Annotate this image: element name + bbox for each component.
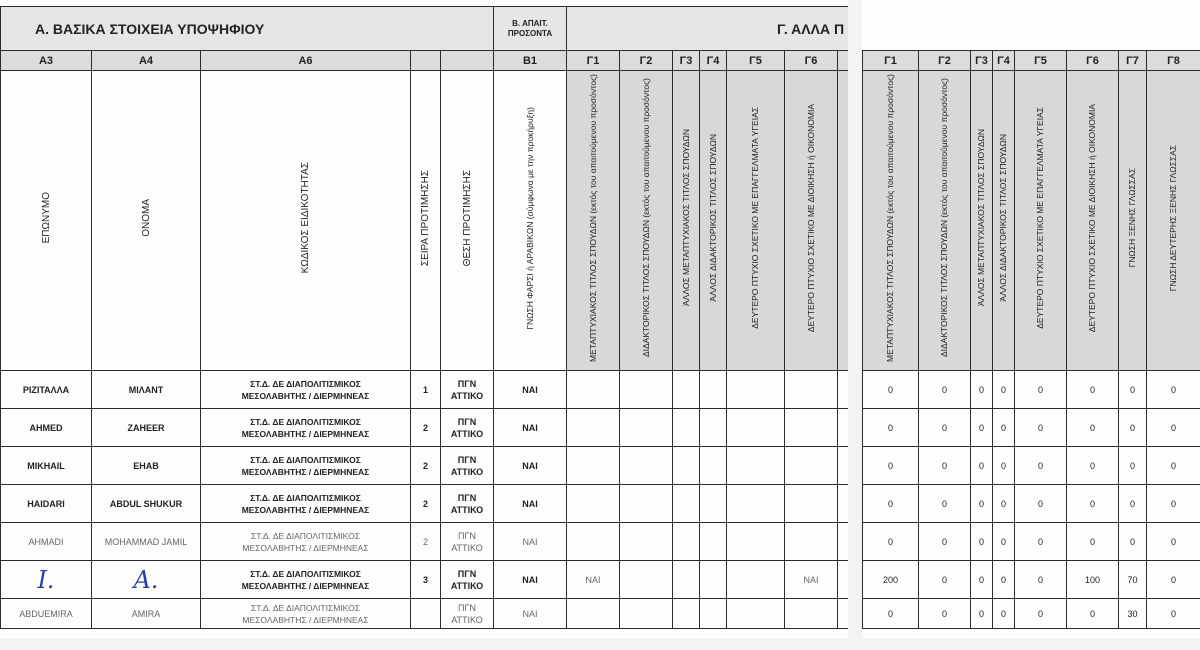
preference-position-cell [441,523,494,561]
table-row [1,371,849,409]
g1-cell [567,599,620,629]
position-line-2: ΑΤΤΙΚΟ [450,428,484,439]
g2-cell [620,599,673,629]
specialty-cell [201,599,411,629]
name-cell: ΜΙΛΑΝΤ [92,371,201,409]
position-line-1: ΠΓΝ [457,378,477,389]
score-cell-g4: 0 [993,371,1015,409]
code-r-g5: Γ5 [1015,51,1067,71]
g6-cell: ΝΑΙ [785,561,838,599]
b1-cell: ΝΑΙ [494,523,567,561]
g2-cell [620,561,673,599]
preference-order-cell: 2 [411,523,441,561]
position-line-1: ΠΓΝ [457,492,477,503]
score-cell-g7: 0 [1119,523,1147,561]
header-preference-order: ΣΕΙΡΑ ΠΡΟΤΙΜΗΣΗΣ [411,71,441,371]
preference-order-cell: 2 [411,409,441,447]
header-r-g2: ΔΙΔΑΚΤΟΡΙΚΟΣ ΤΙΤΛΟΣ ΣΠΟΥΔΩΝ (εκτός του απαιτούμενου προσόντος) [919,71,971,371]
header-r-g6: ΔΕΥΤΕΡΟ ΠΤΥΧΙΟ ΣΧΕΤΙΚΟ ΜΕ ΔΙΟΙΚΗΣΗ ή ΟΙΚΟΝΟΜΙΑ [1067,71,1119,371]
g5-cell [727,599,785,629]
score-cell-g5: 0 [1015,561,1067,599]
g4-cell [700,599,727,629]
specialty-line-2: ΜΕΣΟΛΑΒΗΤΗΣ / ΔΙΕΡΜΗΝΕΑΣ [241,428,370,439]
g3-cell [673,599,700,629]
score-cell-g5: 0 [1015,599,1067,629]
column-headers-row [1,71,849,371]
code-cut [838,51,848,71]
g3-cell [673,485,700,523]
score-cell-g8: 0 [1147,599,1200,629]
table-row [863,371,1200,409]
table-row [863,485,1200,523]
table-row [863,523,1200,561]
specialty-line-2: ΜΕΣΟΛΑΒΗΤΗΣ / ΔΙΕΡΜΗΝΕΑΣ [242,542,369,553]
preference-position-cell [441,409,494,447]
specialty-line-1: ΣΤ.Δ. ΔΕ ΔΙΑΠΟΛΙΤΙΣΜΙΚΟΣ [250,492,361,503]
g1-cell: ΝΑΙ [567,561,620,599]
code-r-g6: Γ6 [1067,51,1119,71]
preference-order-cell: 2 [411,447,441,485]
g2-cell [620,409,673,447]
score-cell-g4: 0 [993,523,1015,561]
header-g5: ΔΕΥΤΕΡΟ ΠΤΥΧΙΟ ΣΧΕΤΙΚΟ ΜΕ ΕΠΑΓΓΕΛΜΑΤΑ ΥΓΕΙΑΣ [727,71,785,371]
g6-cell [785,523,838,561]
position-line-2: ΑΤΤΙΚΟ [451,614,483,625]
candidates-table-right [862,50,1200,629]
code-g6: Γ6 [785,51,838,71]
header-g2: ΔΙΔΑΚΤΟΡΙΚΟΣ ΤΙΤΛΟΣ ΣΠΟΥΔΩΝ (εκτός του απαιτούμενου προσόντος) [620,71,673,371]
table-row [1,599,849,629]
b1-cell: ΝΑΙ [494,599,567,629]
surname-cell: ABDUEMIRA [1,599,92,629]
score-cell-g1: 0 [863,409,919,447]
name-cell: Α. [92,561,201,599]
table-row [863,447,1200,485]
g5-cell [727,485,785,523]
b1-cell: ΝΑΙ [494,485,567,523]
name-cell: ZAHEER [92,409,201,447]
preference-position-cell [441,447,494,485]
code-a3: Α3 [1,51,92,71]
g2-cell [620,523,673,561]
score-cell-g2: 0 [919,561,971,599]
score-cell-g1: 0 [863,523,919,561]
cut-cell [838,523,848,561]
code-g2: Γ2 [620,51,673,71]
header-surname: ΕΠΩΝΥΜΟ [1,71,92,371]
header-r-g5: ΔΕΥΤΕΡΟ ΠΤΥΧΙΟ ΣΧΕΤΙΚΟ ΜΕ ΕΠΑΓΓΕΛΜΑΤΑ ΥΓΕΙΑΣ [1015,71,1067,371]
code-g3: Γ3 [673,51,700,71]
position-line-1: ΠΓΝ [457,416,477,427]
score-cell-g8: 0 [1147,371,1200,409]
preference-position-cell [441,599,494,629]
g4-cell [700,447,727,485]
score-cell-g4: 0 [993,561,1015,599]
right-sheet [862,0,1200,638]
g5-cell [727,523,785,561]
score-cell-g6: 0 [1067,599,1119,629]
score-cell-g7: 0 [1119,409,1147,447]
g1-cell [567,409,620,447]
score-cell-g3: 0 [971,409,993,447]
score-cell-g7: 70 [1119,561,1147,599]
specialty-line-1: ΣΤ.Δ. ΔΕ ΔΙΑΠΟΛΙΤΙΣΜΙΚΟΣ [250,454,361,465]
score-cell-g2: 0 [919,523,971,561]
surname-cell: Ι. [1,561,92,599]
g5-cell [727,371,785,409]
cut-cell [838,447,848,485]
right-headers-row [863,71,1200,371]
score-cell-g8: 0 [1147,523,1200,561]
g2-cell [620,485,673,523]
cut-cell [838,371,848,409]
specialty-cell [201,485,411,523]
score-cell-g1: 0 [863,447,919,485]
preference-order-cell: 1 [411,371,441,409]
g4-cell [700,409,727,447]
table-row [1,561,849,599]
specialty-line-1: ΣΤ.Δ. ΔΕ ΔΙΑΠΟΛΙΤΙΣΜΙΚΟΣ [250,416,361,427]
header-b1-farsi-arabic: ΓΝΩΣΗ ΦΑΡΣΙ ή ΑΡΑΒΙΚΩΝ (σύμφωνα με την προκήρυξη) [494,71,567,371]
score-cell-g6: 0 [1067,447,1119,485]
preference-position-cell [441,485,494,523]
specialty-cell [201,371,411,409]
preference-position-cell [441,371,494,409]
specialty-line-2: ΜΕΣΟΛΑΒΗΤΗΣ / ΔΙΕΡΜΗΝΕΑΣ [241,466,370,477]
score-cell-g3: 0 [971,447,993,485]
cut-cell [838,599,848,629]
code-g4: Γ4 [700,51,727,71]
position-line-2: ΑΤΤΙΚΟ [450,504,484,515]
score-cell-g6: 0 [1067,371,1119,409]
code-g5: Γ5 [727,51,785,71]
score-cell-g6: 100 [1067,561,1119,599]
specialty-line-2: ΜΕΣΟΛΑΒΗΤΗΣ / ΔΙΕΡΜΗΝΕΑΣ [241,390,370,401]
position-line-1: ΠΓΝ [458,602,476,613]
code-r-g1: Γ1 [863,51,919,71]
g6-cell [785,409,838,447]
table-row [863,599,1200,629]
score-cell-g6: 0 [1067,523,1119,561]
column-codes-row [1,51,849,71]
score-cell-g8: 0 [1147,447,1200,485]
g6-cell [785,371,838,409]
specialty-cell [201,409,411,447]
score-cell-g3: 0 [971,485,993,523]
specialty-line-1: ΣΤ.Δ. ΔΕ ΔΙΑΠΟΛΙΤΙΣΜΙΚΟΣ [250,568,361,579]
section-g-title: Γ. ΑΛΛΑ Π [567,7,848,51]
table-row [1,523,849,561]
score-cell-g2: 0 [919,371,971,409]
specialty-line-2: ΜΕΣΟΛΑΒΗΤΗΣ / ΔΙΕΡΜΗΝΕΑΣ [241,504,370,515]
g6-cell [785,447,838,485]
g3-cell [673,409,700,447]
score-cell-g7: 0 [1119,371,1147,409]
header-r-g1: ΜΕΤΑΠΤΥΧΙΑΚΟΣ ΤΙΤΛΟΣ ΣΠΟΥΔΩΝ (εκτός του απαιτούμενου προσόντος) [863,71,919,371]
g3-cell [673,447,700,485]
name-cell: AMIRA [92,599,201,629]
score-cell-g8: 0 [1147,409,1200,447]
score-cell-g2: 0 [919,409,971,447]
g6-cell [785,599,838,629]
preference-order-cell: 2 [411,485,441,523]
score-cell-g8: 0 [1147,561,1200,599]
header-preference-position: ΘΕΣΗ ΠΡΟΤΙΜΗΣΗΣ [441,71,494,371]
score-cell-g4: 0 [993,409,1015,447]
score-cell-g6: 0 [1067,409,1119,447]
score-cell-g6: 0 [1067,485,1119,523]
position-line-1: ΠΓΝ [458,530,476,541]
score-cell-g4: 0 [993,485,1015,523]
specialty-cell [201,561,411,599]
table-row [1,485,849,523]
header-name: ΟΝΟΜΑ [92,71,201,371]
score-cell-g5: 0 [1015,409,1067,447]
score-cell-g2: 0 [919,599,971,629]
position-line-2: ΑΤΤΙΚΟ [450,390,484,401]
code-r-g7: Γ7 [1119,51,1147,71]
code-b1: Β1 [494,51,567,71]
code-order [411,51,441,71]
surname-cell: ΜΙΚΗΑΙL [1,447,92,485]
g3-cell [673,371,700,409]
b1-cell: ΝΑΙ [494,447,567,485]
score-cell-g5: 0 [1015,523,1067,561]
cut-cell [838,485,848,523]
header-r-g3: ΆΛΛΟΣ ΜΕΤΑΠΤΥΧΙΑΚΟΣ ΤΙΤΛΟΣ ΣΠΟΥΔΩΝ [971,71,993,371]
header-r-g8: ΓΝΩΣΗ ΔΕΥΤΕΡΗΣ ΞΕΝΗΣ ΓΛΩΣΣΑΣ [1147,71,1200,371]
score-cell-g5: 0 [1015,447,1067,485]
score-cell-g1: 0 [863,371,919,409]
specialty-line-1: ΣΤ.Δ. ΔΕ ΔΙΑΠΟΛΙΤΙΣΜΙΚΟΣ [251,602,360,613]
g3-cell [673,523,700,561]
g2-cell [620,371,673,409]
score-cell-g4: 0 [993,447,1015,485]
score-cell-g1: 0 [863,599,919,629]
score-cell-g8: 0 [1147,485,1200,523]
name-cell: ABDUL SHUKUR [92,485,201,523]
g3-cell [673,561,700,599]
g1-cell [567,371,620,409]
candidates-table-left [0,6,848,629]
code-g1: Γ1 [567,51,620,71]
table-row [1,447,849,485]
position-line-1: ΠΓΝ [457,568,477,579]
score-cell-g2: 0 [919,447,971,485]
specialty-line-1: ΣΤ.Δ. ΔΕ ΔΙΑΠΟΛΙΤΙΣΜΙΚΟΣ [251,530,360,541]
score-cell-g2: 0 [919,485,971,523]
g1-cell [567,447,620,485]
score-cell-g7: 0 [1119,485,1147,523]
surname-cell: ΗΑΙDARI [1,485,92,523]
cut-cell [838,409,848,447]
name-cell: ΕΗΑΒ [92,447,201,485]
specialty-cell [201,523,411,561]
g1-cell [567,523,620,561]
header-specialty-code: ΚΩΔΙΚΟΣ ΕΙΔΙΚΟΤΗΤΑΣ [201,71,411,371]
position-line-2: ΑΤΤΙΚΟ [451,542,483,553]
g2-cell [620,447,673,485]
g5-cell [727,561,785,599]
code-r-g3: Γ3 [971,51,993,71]
position-line-2: ΑΤΤΙΚΟ [450,466,484,477]
code-position [441,51,494,71]
header-r-g7: ΓΝΩΣΗ ΞΕΝΗΣ ΓΛΩΣΣΑΣ [1119,71,1147,371]
table-row [863,561,1200,599]
g4-cell [700,561,727,599]
code-a4: Α4 [92,51,201,71]
score-cell-g3: 0 [971,523,993,561]
preference-order-cell: 3 [411,561,441,599]
g6-cell [785,485,838,523]
score-cell-g4: 0 [993,599,1015,629]
g1-cell [567,485,620,523]
cut-cell [838,561,848,599]
specialty-line-1: ΣΤ.Δ. ΔΕ ΔΙΑΠΟΛΙΤΙΣΜΙΚΟΣ [250,378,361,389]
score-cell-g1: 200 [863,561,919,599]
g5-cell [727,447,785,485]
code-a6: Α6 [201,51,411,71]
g4-cell [700,485,727,523]
header-cut [838,71,848,371]
code-r-g2: Γ2 [919,51,971,71]
table-row [1,409,849,447]
score-cell-g7: 0 [1119,447,1147,485]
header-g1: ΜΕΤΑΠΤΥΧΙΑΚΟΣ ΤΙΤΛΟΣ ΣΠΟΥΔΩΝ (εκτός του απαιτούμενου προσόντος) [567,71,620,371]
table-row [863,409,1200,447]
position-line-2: ΑΤΤΙΚΟ [450,580,484,591]
b1-cell: ΝΑΙ [494,409,567,447]
g4-cell [700,371,727,409]
g4-cell [700,523,727,561]
header-r-g4: ΆΛΛΟΣ ΔΙΔΑΚΤΟΡΙΚΟΣ ΤΙΤΛΟΣ ΣΠΟΥΔΩΝ [993,71,1015,371]
score-cell-g7: 30 [1119,599,1147,629]
score-cell-g5: 0 [1015,371,1067,409]
position-line-1: ΠΓΝ [457,454,477,465]
b1-cell: ΝΑΙ [494,561,567,599]
specialty-line-2: ΜΕΣΟΛΑΒΗΤΗΣ / ΔΙΕΡΜΗΝΕΑΣ [242,614,369,625]
score-cell-g1: 0 [863,485,919,523]
score-cell-g3: 0 [971,371,993,409]
header-g3: ΆΛΛΟΣ ΜΕΤΑΠΤΥΧΙΑΚΟΣ ΤΙΤΛΟΣ ΣΠΟΥΔΩΝ [673,71,700,371]
b1-cell: ΝΑΙ [494,371,567,409]
score-cell-g3: 0 [971,561,993,599]
section-a-title: Α. ΒΑΣΙΚΑ ΣΤΟΙΧΕΙΑ ΥΠΟΨΗΦΙΟΥ [1,7,494,51]
specialty-line-2: ΜΕΣΟΛΑΒΗΤΗΣ / ΔΙΕΡΜΗΝΕΑΣ [241,580,370,591]
score-cell-g3: 0 [971,599,993,629]
right-codes-row [863,51,1200,71]
surname-cell: ΑΗΜΕD [1,409,92,447]
surname-cell: ΡΙΖΙΤΑΛΛΑ [1,371,92,409]
name-cell: MOHAMMAD JAMIL [92,523,201,561]
header-g6: ΔΕΥΤΕΡΟ ΠΤΥΧΙΟ ΣΧΕΤΙΚΟ ΜΕ ΔΙΟΙΚΗΣΗ ή ΟΙΚΟΝΟΜΙΑ [785,71,838,371]
code-r-g8: Γ8 [1147,51,1200,71]
preference-position-cell [441,561,494,599]
header-g4: ΆΛΛΟΣ ΔΙΔΑΚΤΟΡΙΚΟΣ ΤΙΤΛΟΣ ΣΠΟΥΔΩΝ [700,71,727,371]
specialty-cell [201,447,411,485]
surname-cell: ΑΗΜΑDI [1,523,92,561]
preference-order-cell [411,599,441,629]
code-r-g4: Γ4 [993,51,1015,71]
score-cell-g5: 0 [1015,485,1067,523]
g5-cell [727,409,785,447]
section-b-title: Β. ΑΠΑΙΤ. ΠΡΟΣΟΝΤΑ [494,7,567,51]
